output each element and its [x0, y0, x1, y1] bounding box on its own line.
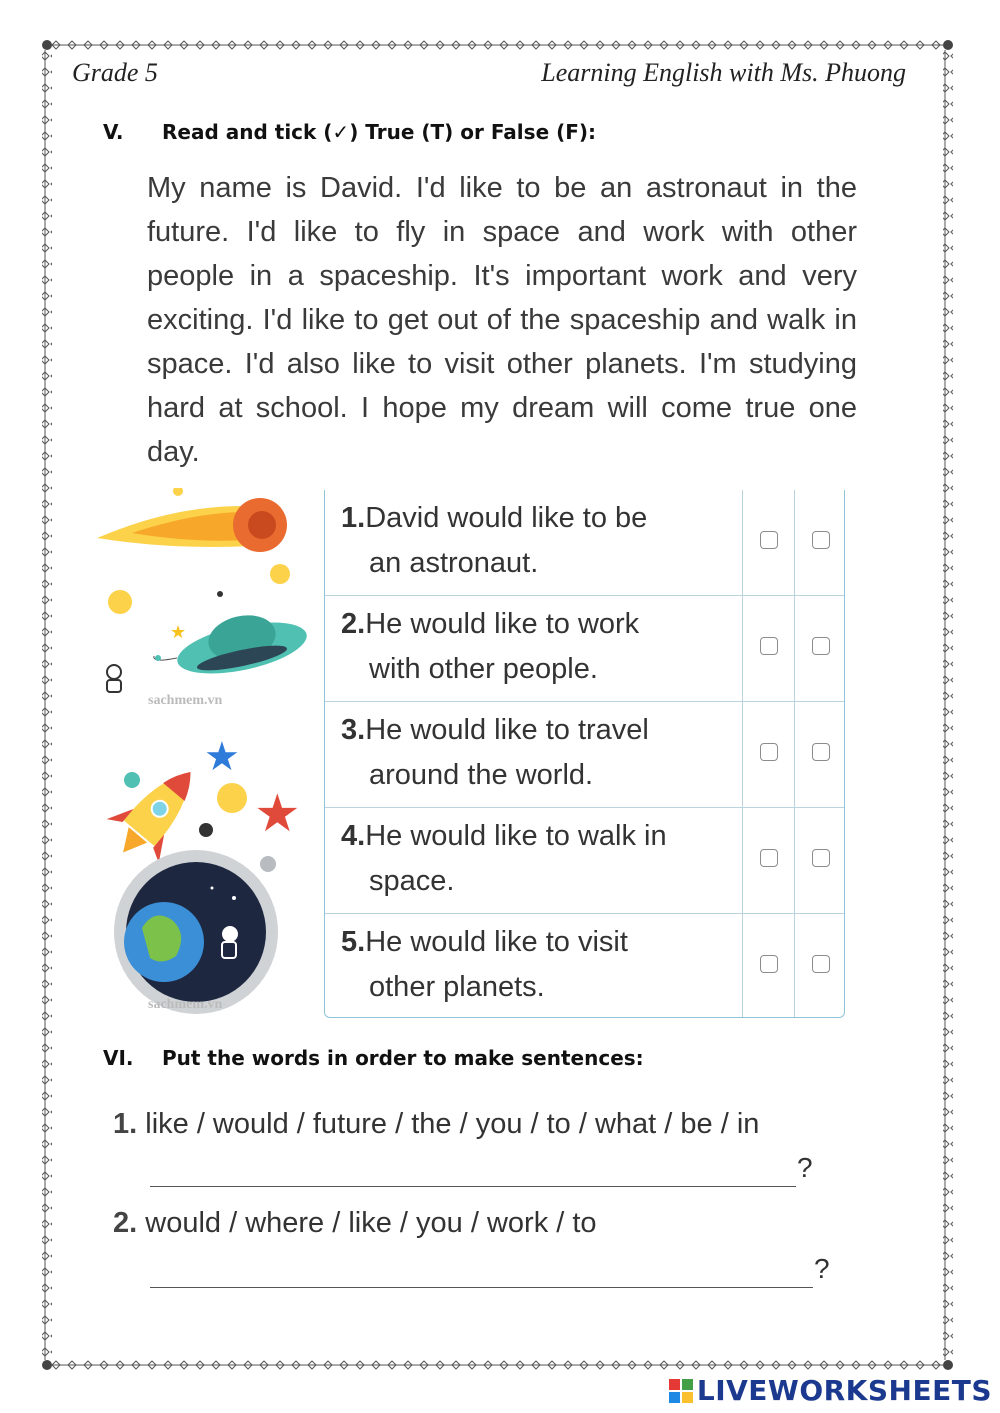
- statement-row: [325, 490, 844, 596]
- true-checkbox[interactable]: [760, 531, 778, 549]
- item-number: 1.: [113, 1108, 138, 1140]
- statement-number: 3.: [341, 714, 366, 746]
- true-checkbox[interactable]: [760, 849, 778, 867]
- statement-line1: He would like to work: [365, 608, 640, 640]
- statement-line2: an astronaut.: [369, 547, 539, 579]
- answer-line[interactable]: [150, 1287, 813, 1288]
- statement-number: 4.: [341, 820, 366, 852]
- true-checkbox[interactable]: [760, 743, 778, 761]
- section-vi-title: Put the words in order to make sentences:: [162, 1046, 644, 1070]
- answer-line[interactable]: [150, 1186, 796, 1187]
- false-checkbox[interactable]: [812, 955, 830, 973]
- reading-passage: My name is David. I'd like to be an astronaut in the future. I'd like to fly in space and work with other people in a spaceship. It's important work and very exciting. I'd like to get out of the spaceship and walk in space. I'd also like to visit other planets. I'm studying hard at school. I hope my dream will come true one day.: [147, 172, 857, 468]
- watermark-1: sachmem.vn: [148, 693, 223, 708]
- true-checkbox[interactable]: [760, 955, 778, 973]
- statement-row: [325, 596, 844, 702]
- watermark-2: sachmem.vn: [148, 997, 223, 1012]
- statement-number: 5.: [341, 926, 366, 958]
- statement-line1: He would like to visit: [365, 926, 628, 958]
- statement-row: [325, 808, 844, 914]
- course-title: Learning English with Ms. Phuong: [541, 58, 906, 87]
- svg-text:★: ★: [204, 735, 240, 779]
- statement-number: 2.: [341, 608, 366, 640]
- statement-line2: space.: [369, 865, 455, 897]
- statement-line2: around the world.: [369, 759, 594, 791]
- false-checkbox[interactable]: [812, 849, 830, 867]
- false-checkbox[interactable]: [812, 531, 830, 549]
- unscramble-item: [113, 1207, 597, 1240]
- comet-icon: [97, 488, 287, 552]
- svg-text:★: ★: [254, 785, 301, 843]
- section-v-title: Read and tick (✓) True (T) or False (F):: [162, 120, 597, 144]
- scrambled-words: would / where / like / you / work / to: [145, 1207, 597, 1239]
- section-vi-number: VI.: [103, 1046, 134, 1070]
- section-v-number: V.: [103, 120, 124, 144]
- svg-text:★: ★: [170, 622, 187, 642]
- true-false-table: [324, 490, 845, 1018]
- astronaut-small-icon: [107, 665, 121, 692]
- ufo-icon: [154, 609, 311, 683]
- statement-line1: David would like to be: [365, 502, 648, 534]
- logo-text: LIVEWORKSHEETS: [696, 1374, 992, 1407]
- unscramble-item: [113, 1108, 759, 1141]
- porthole-earth-icon: [114, 850, 278, 1014]
- question-mark: ?: [814, 1253, 830, 1284]
- grade-label: Grade 5: [72, 58, 158, 87]
- statement-line2: with other people.: [369, 653, 598, 685]
- statement-row: [325, 914, 844, 1020]
- statement-line1: He would like to walk in: [365, 820, 667, 852]
- false-checkbox[interactable]: [812, 743, 830, 761]
- statement-line2: other planets.: [369, 971, 545, 1003]
- logo-icon: [669, 1379, 693, 1403]
- liveworksheets-logo: [669, 1374, 992, 1407]
- statement-line1: He would like to travel: [365, 714, 649, 746]
- statement-number: 1.: [341, 502, 366, 534]
- item-number: 2.: [113, 1207, 138, 1239]
- scrambled-words: like / would / future / the / you / to / what / be / in: [145, 1108, 760, 1140]
- false-checkbox[interactable]: [812, 637, 830, 655]
- statement-row: [325, 702, 844, 808]
- question-mark: ?: [797, 1152, 813, 1183]
- true-checkbox[interactable]: [760, 637, 778, 655]
- space-illustration: [92, 488, 312, 1018]
